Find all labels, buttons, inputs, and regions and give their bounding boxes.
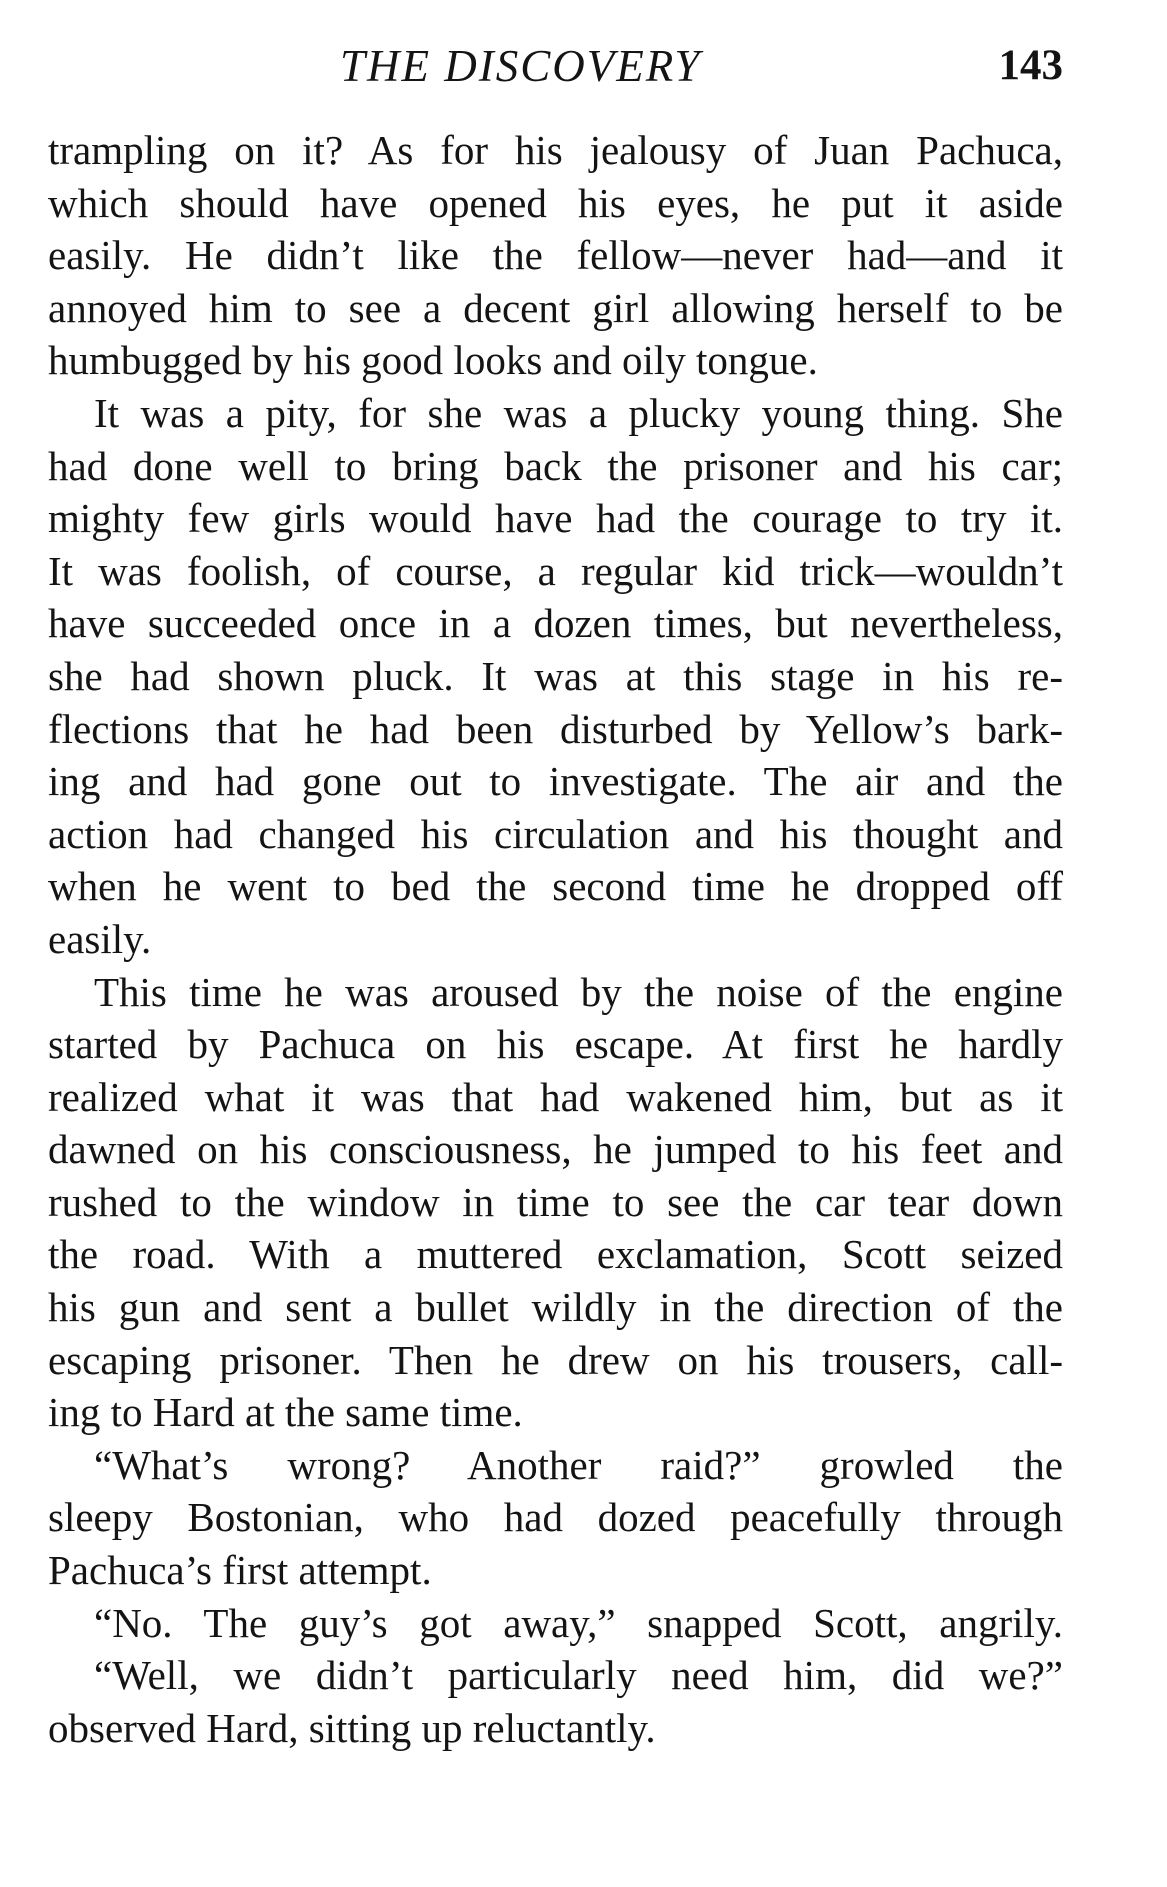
text-line: flections that he had been disturbed by Yellow’s bark-: [48, 705, 1063, 752]
text-line: easily.: [48, 915, 152, 962]
text-line: when he went to bed the second time he dropped off: [48, 863, 1063, 910]
text-line: “What’s wrong? Another raid?” growled the: [94, 1441, 1063, 1488]
running-header: [48, 36, 1063, 96]
text-line: This time he was aroused by the noise of the engine: [94, 968, 1063, 1015]
text-line: “Well, we didn’t particularly need him, did we?”: [94, 1652, 1063, 1699]
text-line: rushed to the window in time to see the car tear down: [48, 1178, 1063, 1225]
text-line: which should have opened his eyes, he put it aside: [48, 179, 1063, 226]
text-line: observed Hard, sitting up reluctantly.: [48, 1704, 656, 1751]
text-line: Pachuca’s first attempt.: [48, 1547, 432, 1594]
text-line: ing to Hard at the same time.: [48, 1389, 523, 1436]
text-line: dawned on his consciousness, he jumped to his feet and: [48, 1126, 1063, 1173]
text-line: humbugged by his good looks and oily tongue.: [48, 337, 818, 384]
text-line: ing and had gone out to investigate. The air and the: [48, 758, 1063, 805]
text-line: she had shown pluck. It was at this stage in his re-: [48, 652, 1063, 699]
text-line: realized what it was that had wakened him, but as it: [48, 1073, 1063, 1120]
text-line: easily. He didn’t like the fellow—never had—and it: [48, 232, 1063, 279]
text-line: sleepy Bostonian, who had dozed peacefully through: [48, 1494, 1063, 1541]
page-number: 143: [998, 42, 1063, 89]
text-line: trampling on it? As for his jealousy of Juan Pachuca,: [48, 127, 1063, 173]
text-line: It was a pity, for she was a plucky young thing. She: [94, 389, 1063, 436]
text-line: started by Pachuca on his escape. At first he hardly: [48, 1021, 1063, 1068]
text-line: his gun and sent a bullet wildly in the direction of the: [48, 1284, 1063, 1331]
text-line: had done well to bring back the prisoner and his car;: [48, 442, 1063, 489]
text-line: the road. With a muttered exclamation, Scott seized: [48, 1231, 1063, 1278]
text-line: annoyed him to see a decent girl allowing herself to be: [48, 284, 1063, 331]
body-text: [48, 124, 1063, 1754]
text-line: It was foolish, of course, a regular kid trick—wouldn’t: [48, 547, 1063, 594]
text-line: “No. The guy’s got away,” snapped Scott, angrily.: [94, 1599, 1063, 1646]
text-line: have succeeded once in a dozen times, but nevertheless,: [48, 600, 1063, 647]
text-line: action had changed his circulation and his thought and: [48, 810, 1063, 857]
text-line: mighty few girls would have had the courage to try it.: [48, 495, 1063, 542]
text-line: escaping prisoner. Then he drew on his trousers, call-: [48, 1336, 1063, 1383]
running-title: THE DISCOVERY: [340, 41, 702, 91]
